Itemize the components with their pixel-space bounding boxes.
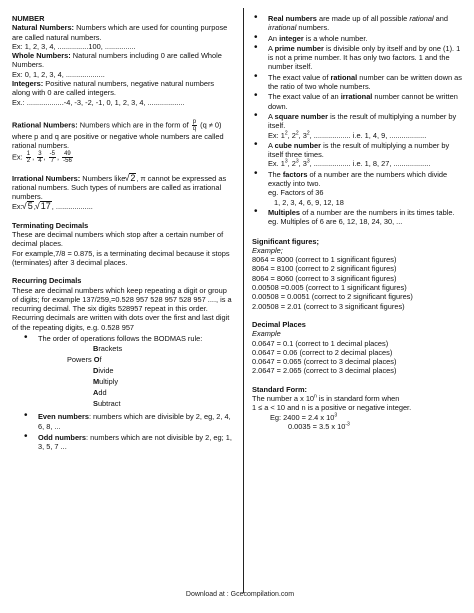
- bodmas-d: Divide: [93, 366, 114, 376]
- bodmas-list: [38, 343, 234, 409]
- prime-item: • A prime number is divisible only by itself and by one (1). 1 is not a prime number. It has only two factors. 1 and the number itself.: [252, 44, 464, 72]
- cube-item: • A cube number is the result of multiplying a number by itself three times. Ex. $1^3$, $2^3$, $3^3$, .................. i.e. 1, 8, 27, ..................: [252, 141, 464, 169]
- sig-line: 0.00508 = 0.0051 (correct to 2 significant figures): [252, 292, 413, 302]
- factors-list: 1, 2, 3, 4, 6, 9, 12, 18: [274, 197, 344, 207]
- integer-item: • An integer is a whole number.: [252, 34, 464, 43]
- standard-form-example-1: Eg: 2400 = 2.4 x $10^3$: [270, 412, 338, 422]
- terminating-decimals-text: These are decimal numbers which stop after a certain number of decimal places.: [12, 230, 224, 249]
- sqrt-5: √ 5: [27, 201, 34, 211]
- standard-form-heading: Standard Form:: [252, 384, 308, 394]
- bodmas-b: Brackets: [93, 344, 123, 354]
- bodmas-o: Powers Of: [67, 355, 102, 365]
- standard-form-text: The number a x 10$^n$ is in standard form when: [252, 393, 400, 403]
- integers-example: Ex.: ..................-4, -3, -2, -1, 0, 1, 2, 3, 4, ..................: [12, 97, 185, 107]
- rational-numbers-block: [12, 119, 234, 151]
- footer-download-text: Download at : Gcecompilation.com: [185, 591, 295, 598]
- dp-line: 0.0647 = 0.06 (correct to 2 decimal places): [252, 347, 393, 357]
- multiples-item: • Multiples of a number are the numbers in its times table. eg. Multiples of 6 are 6, 12, 18, 24, 30, ...: [252, 208, 464, 227]
- natural-numbers-block: [12, 23, 234, 42]
- natural-numbers-label: Natural Numbers:: [12, 23, 75, 33]
- whole-numbers-example: Ex: 0, 1, 2, 3, 4, ...................: [12, 69, 105, 79]
- decimal-places-heading: Decimal Places: [252, 319, 306, 329]
- dp-line: 2.0647 = 2.065 (correct to 3 decimal places): [252, 366, 397, 376]
- sig-line: 2.00508 = 2.01 (correct to 3 significant figures): [252, 301, 405, 311]
- whole-numbers-text: Natural numbers including 0 are called Whole Numbers.: [12, 51, 222, 70]
- left-column: [12, 14, 234, 454]
- rational-numbers-label: Rational Numbers:: [12, 120, 78, 130]
- significant-figures-heading: Significant figures;: [252, 236, 319, 246]
- bodmas-a: Add: [93, 388, 107, 398]
- column-divider: [243, 8, 244, 593]
- decimal-places-lines: [252, 339, 464, 376]
- rational-numbers-text-b: (q ≠ 0) where p and q are positive or negative whole numbers are called rational numbers.: [12, 120, 224, 151]
- decimal-places-example-label: Example: [252, 329, 281, 339]
- fraction-1-2: $\frac{1}{2}$: [26, 150, 31, 164]
- bodmas-s: Subtract: [93, 399, 121, 409]
- irrational-numbers-example: Ex: √ 5, √ 17, ..................: [12, 201, 234, 211]
- irrational-numbers-block: Irrational Numbers: Numbers like √ 2, π cannot be expressed as rational numbers. Such types of numbers are called as irrational numbers.: [12, 173, 234, 202]
- whole-numbers-block: [12, 51, 234, 70]
- rational-item: • The exact value of rational number can be written down as the ratio of two whole numbers.: [252, 73, 464, 92]
- square-example: Ex: $1^2$, $2^2$, $3^2$, .................. i.e. 1, 4, 9, ..................: [268, 130, 427, 140]
- bodmas-item: • The order of operations follows the BODMAS rule: Brackets Powers Of Divide Multiply Add Subtract: [12, 334, 234, 409]
- fraction-49-neg56: $\frac{49}{-56}$: [63, 150, 72, 164]
- significant-figures-lines: [252, 255, 464, 311]
- real-numbers-item: • Real numbers are made up of all possible rational and irrational numbers.: [252, 14, 464, 33]
- right-column: [252, 14, 464, 431]
- odd-numbers-item: • Odd numbers: numbers which are not divisible by 2, eg; 1, 3, 5, 7 ...: [12, 433, 234, 452]
- fraction-3-4: $\frac{3}{4}$: [38, 150, 42, 164]
- terminating-decimals-heading: Terminating Decimals: [12, 220, 89, 230]
- rational-numbers-example: Ex: $\frac{1}{2}$ , $\frac{3}{4}$ , $\frac{-5}{7}$ , $\frac{49}{-56}$: [12, 150, 72, 164]
- sig-line: 8064 = 8060 (correct to 3 significant figures): [252, 273, 397, 283]
- irrational-numbers-label: Irrational Numbers:: [12, 173, 81, 183]
- multiples-eg: eg. Multiples of 6 are 6, 12, 18, 24, 30, ...: [268, 217, 403, 227]
- even-numbers-item: • Even numbers: numbers which are divisible by 2, eg, 2, 4, 6, 8, ...: [12, 412, 234, 431]
- p-over-q-fraction: $\frac{p}{q}$: [192, 118, 197, 132]
- recurring-decimals-text: These are decimal numbers which keep repeating a digit or group of digits; for example 137/259,=0.528 957 528 957 528 957 ...., is a recurring decimal. The six digits 528957 repeat in this order. Recurring decimals are written with dots over the first and last digit of the repeating digits, e.g. 0.528 957: [12, 285, 232, 332]
- sqrt-2: √ 2: [129, 173, 136, 183]
- left-bullet-list: [12, 334, 234, 451]
- terminating-decimals-example: For example,7/8 = 0.875, is a terminating decimal because it stops (terminates) after 3 decimal places.: [12, 248, 230, 267]
- factors-eg: eg. Factors of 36: [268, 188, 324, 198]
- cube-example: Ex. $1^3$, $2^3$, $3^3$, .................. i.e. 1, 8, 27, ..................: [268, 158, 431, 169]
- sig-line: 8064 = 8000 (correct to 1 significant figures): [252, 255, 397, 265]
- natural-numbers-example: Ex: 1, 2, 3, 4, ...............100, ...............: [12, 41, 136, 51]
- number-title: NUMBER: [12, 14, 45, 23]
- whole-numbers-label: Whole Numbers:: [12, 51, 71, 61]
- standard-form-example-2: 0.0035 = 3.5 x $10^{-3}$: [288, 421, 350, 431]
- sig-line: 8064 = 8100 (correct to 2 significant figures): [252, 264, 397, 274]
- sqrt-17: √ 17: [40, 201, 52, 211]
- irrational-item: • The exact value of an irrational number cannot be written down.: [252, 92, 464, 111]
- sig-line: 0.00508 =0.005 (correct to 1 significant figures): [252, 283, 407, 293]
- natural-numbers-text: Numbers which are used for counting purpose are called natural numbers.: [12, 23, 228, 42]
- right-bullet-list: [252, 14, 464, 227]
- square-item: • A square number is the result of multiplying a number by itself. Ex: $1^2$, $2^2$, $3^2$, .................. i.e. 1, 4, 9, ..................: [252, 112, 464, 140]
- integers-block: [12, 79, 234, 98]
- recurring-decimals-heading: Recurring Decimals: [12, 276, 82, 286]
- standard-form-condition: 1 ≤ a < 10 and n is a positive or negative integer.: [252, 403, 412, 413]
- significant-figures-example-label: Example;: [252, 245, 283, 255]
- factors-item: • The factors of a number are the numbers which divide exactly into two. eg. Factors of 36 1, 2, 3, 4, 6, 9, 12, 18: [252, 170, 464, 207]
- dp-line: 0.0647 = 0.1 (correct to 1 decimal places): [252, 338, 389, 348]
- bodmas-m: Multiply: [93, 377, 119, 387]
- integers-text: Positive natural numbers, negative natural numbers along with 0 are called integers.: [12, 79, 215, 98]
- integers-label: Integers:: [12, 79, 44, 89]
- dp-line: 0.0647 = 0.065 (correct to 3 decimal places): [252, 357, 397, 367]
- rational-numbers-text-a: Numbers which are in the form of: [79, 120, 189, 130]
- fraction-neg5-7: $\frac{-5}{7}$: [49, 150, 55, 164]
